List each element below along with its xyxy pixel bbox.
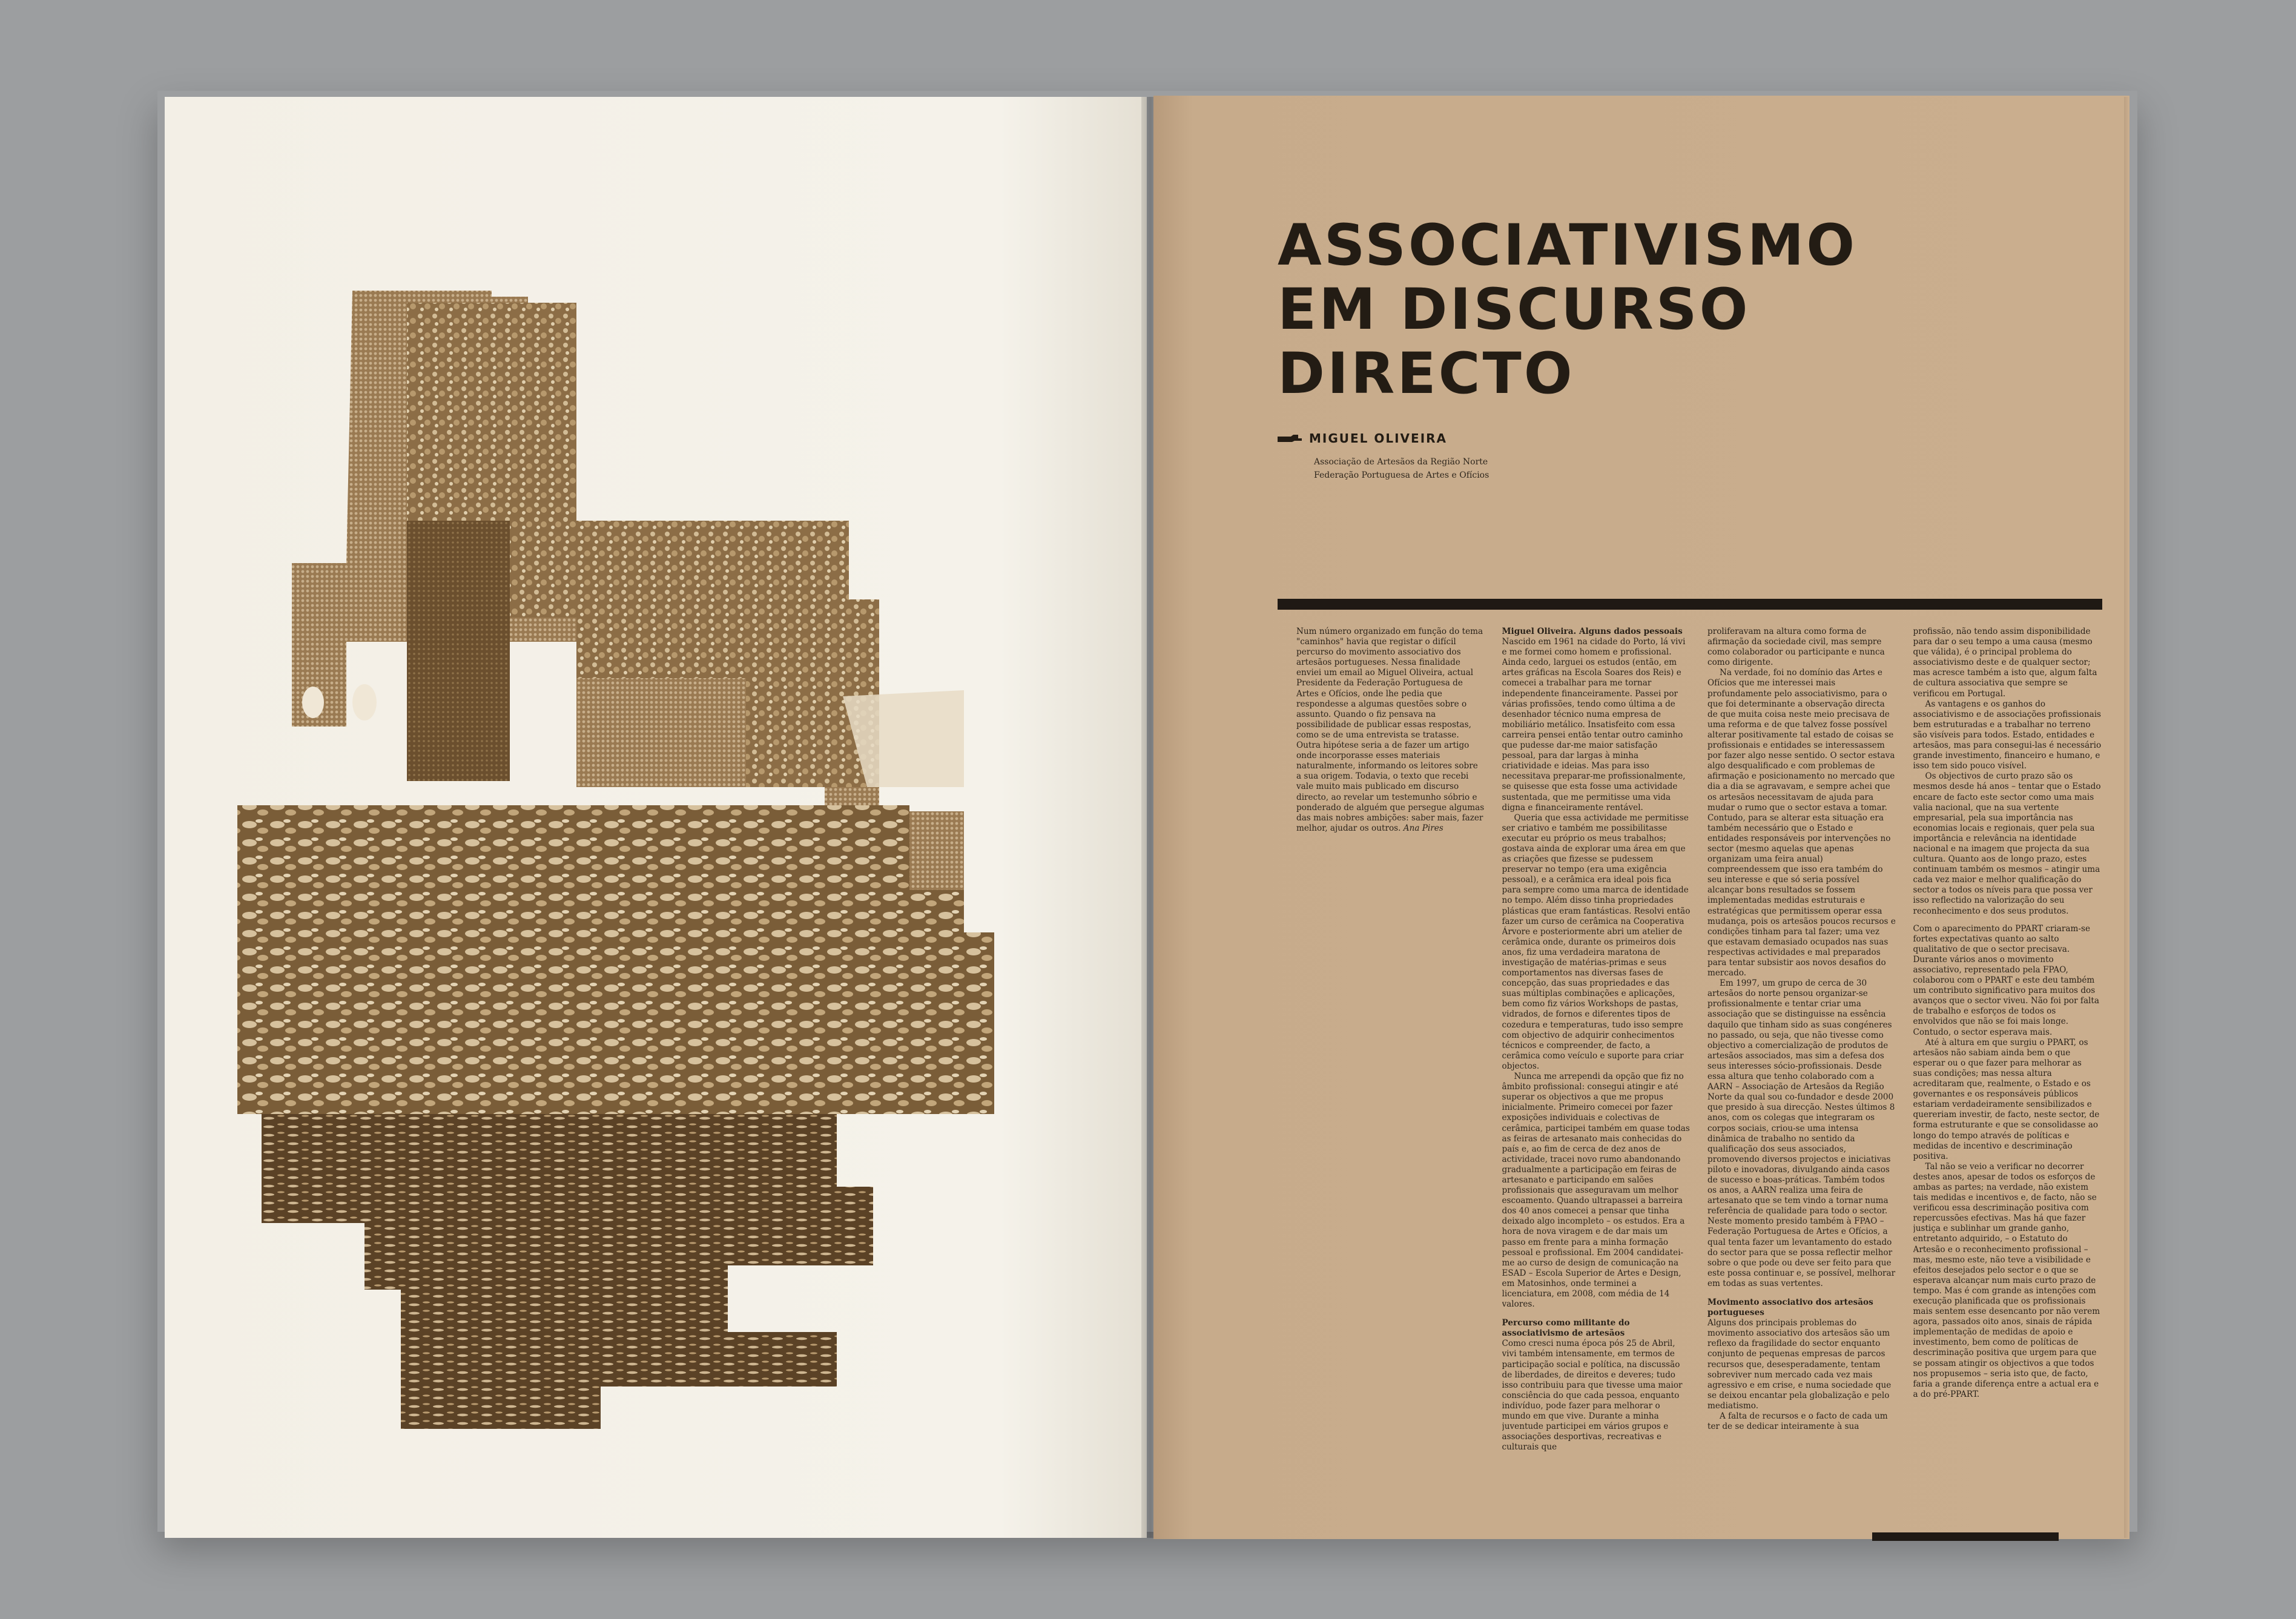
body-paragraph: As vantagens e os ganhos do associativismo e de associações profissionais bem estruturadas e a trabalhar no terreno são visíveis para todos. Estado, entidades e artesãos, mas para consegui-las é necessário grande investimento, financeiro e humano, e isso tem sido pouco visível.	[1913, 699, 2102, 771]
photo-collage	[213, 182, 1109, 1447]
column-1	[1296, 627, 1485, 1529]
section-heading: Movimento associativo dos artesãos portugueses	[1707, 1298, 1873, 1318]
body-paragraph: Com o aparecimento do PPART criaram-se fortes expectativas quanto ao salto qualitativo de que o sector precisava. Durante vários anos o movimento associativo, representado pela FPAO, colaborou com o PPART e este deu também um contributo significativo para muitos dos avanços que o sector viveu. Não foi por falta de trabalho e esforços de todos os envolvidos que não se foi mais longe. Contudo, o sector esperava mais.	[1913, 923, 2099, 1037]
pointing-hand-icon	[1278, 434, 1302, 443]
article-columns	[1296, 627, 2102, 1529]
intro-paragraph: Num número organizado em função do tema "caminhos" havia que registar o difícil percurso do movimento associativo dos artesãos portugueses. Nessa finalidade enviei um email ao Miguel Oliveira, actual Presidente da Federação Portuguesa de Artes e Ofícios, onde lhe pedia que respondesse a algumas questões sobre o assunto. Quando o fiz pensava na possibilidade de publicar essas respostas, como se de uma entrevista se tratasse. Outra hipótese seria a de fazer um artigo onde incorporasse esses materiais naturalmente, informando os leitores sobre a sua origem. Todavia, o texto que recebi vale muito mais publicado em discurso directo, ao revelar um testemunho sóbrio e ponderado de alguém que persegue algumas das mais nobres ambições: saber mais, fazer melhor, ajudar os outros. Ana Pires	[1296, 627, 1485, 833]
page-edge-shadow	[2124, 97, 2129, 1538]
body-paragraph: Os objectivos de curto prazo são os mesmos desde há anos – tentar que o Estado encare de facto este sector como uma mais valia nacional, que na sua vertente empresarial, pela sua importância nas economias locais e regionais, quer pela sua importância e relevância na identidade nacional e na imagem que projecta da sua cultura. Quanto aos de longo prazo, estes continuam também os mesmos – atingir uma cada vez maior e melhor qualificação do sector a todos os níveis para que possa ver isso reflectido na valorização do seu reconhecimento e dos seus produtos.	[1913, 771, 2101, 916]
body-paragraph: Nunca me arrependi da opção que fiz no âmbito profissional: consegui atingir e até superar os objectivos a que me propus inicialmente. Primeiro comecei por fazer exposições individuais e colectivas de cerâmica, participei também em quase todas as feiras de artesanato mais conhecidas do país e, ao fim de cerca de dez anos de actividade, tracei novo rumo abandonando gradualmente a participação em feiras de artesanato e participando em salões profissionais que asseguravam um melhor escoamento. Quando ultrapassei a barreira dos 40 anos comecei a pensar que tinha deixado algo incompleto – os estudos. Era a hora de nova viragem e de dar mais um passo em frente para a minha formação pessoal e profissional. Em 2004 candidatei-me ao curso de design de comunicação na ESAD – Escola Superior de Artes e Design, em Matosinhos, onde terminei a licenciatura, em 2008, com média de 14 valores.	[1502, 1072, 1690, 1310]
author-name: MIGUEL OLIVEIRA	[1309, 431, 1448, 446]
title-line: ASSOCIATIVISMO	[1278, 213, 1858, 279]
body-paragraph: Na verdade, foi no domínio das Artes e Ofícios que me interessei mais profundamente pelo associativismo, para o que foi determinante a observação directa de que muita coisa neste meio precisava de uma reforma e de que talvez fosse possível alterar positivamente tal estado de coisas se profissionais e entidades se interessassem por fazer algo nesse sentido. O sector estava algo desqualificado e com problemas de afirmação e posicionamento no mercado que dia a dia se agravavam, e sempre achei que os artesãos necessitavam de ajuda para mudar o rumo que o sector estava a tomar. Contudo, para se alterar esta situação era também necessário que o Estado e entidades responsáveis por intervenções no sector (mesmo aquelas que apenas organizam uma feira anual) compreendessem que isso era também do seu interesse e que só seria possível alcançar bons resultados se fossem implementadas medidas estruturais e estratégicas que permitissem operar essa mudança, pois os artesãos poucos recursos e condições tinham para tal fazer; uma vez que estavam demasiado ocupados nas suas respectivas actividades e mal preparados para tentar subsistir aos novos desafios do mercado.	[1707, 668, 1896, 978]
body-paragraph: Queria que essa actividade me permitisse ser criativo e também me possibilitasse executar eu próprio os meus trabalhos; gostava ainda de explorar uma área em que as criações que fizesse se pudessem preservar no tempo (era uma exigência pessoal), e a cerâmica era ideal pois fica para sempre como uma marca de identidade no tempo. Além disso tinha propriedades plásticas que eram fantásticas. Resolvi então fazer um curso de cerâmica na Cooperativa Árvore e posteriormente abri um atelier de cerâmica onde, durante os primeiros dois anos, fiz uma verdadeira maratona de investigação de matérias-primas e seus comportamentos nas diversas fases de concepção, das suas propriedades e das suas múltiplas combinações e aplicações, bem como fiz vários Workshops de pastas, vidrados, de fornos e diferentes tipos de cozedura e temperaturas, tudo isso sempre com objectivo de adquirir conhecimentos técnicos e compreender, de facto, a cerâmica como veículo e suporte para criar objectos.	[1502, 813, 1691, 1071]
affiliation-line: Associação de Artesãos da Região Norte	[1314, 457, 1488, 467]
top-rule	[1278, 599, 2102, 610]
author-byline	[1278, 431, 1447, 446]
body-paragraph: Tal não se veio a verificar no decorrer destes anos, apesar de todos os esforços de ambas as partes; na verdade, não existem tais medidas e incentivos e, de facto, não se verificou essa descriminação positiva com repercussões efectivas. Mas há que fazer justiça e sublinhar um grande ganho, entretanto adquirido, – o Estatuto do Artesão e o reconhecimento profissional – mas, mesmo este, não teve a visibilidade e efeitos desejados pelo sector e o que se esperava alcançar num mais curto prazo de tempo. Mas é com grande as intenções com execução planificada que os profissionais mais sentem esse desencanto por não verem agora, passados oito anos, sinais de rápida implementação de medidas de apoio e investimento, bem como de políticas de descriminação positiva que urgem para que se possam atingir os objectivos a que todos nos propusemos – seria isto que, de facto, faria a grande diferença entre a actual era e a do pré-PPART.	[1913, 1161, 2100, 1399]
body-paragraph: Como cresci numa época pós 25 de Abril, vivi também intensamente, em termos de participação social e política, na discussão de liberdades, de direitos e deveres; tudo isso contribuiu para que tivesse uma maior consciência do que cada pessoa, enquanto indivíduo, pode fazer para melhorar o mundo em que vive. Durante a minha juventude participei em vários grupos e associações desportivas, recreativas e culturais que	[1502, 1339, 1683, 1452]
body-paragraph: Nascido em 1961 na cidade do Porto, lá vivi e me formei como homem e profissional. Ainda cedo, larguei os estudos (então, em artes gráficas na Escola Soares dos Reis) e comecei a trabalhar para me tornar independente financeiramente. Passei por várias profissões, tendo como última a de desenhador técnico numa empresa de mobiliário metálico. Insatisfeito com essa carreira pensei então tentar outro caminho que pudesse dar-me maior satisfação pessoal, para dar largas à minha criatividade e ideias. Mas para isso necessitava preparar-me profissionalmente, se quisesse que esta fosse uma actividade sustentada, que me permitisse uma vida digna e financeiramente rentável.	[1502, 637, 1686, 813]
affiliation-line: Federação Portuguesa de Artes e Ofícios	[1314, 470, 1489, 480]
body-paragraph: profissão, não tendo assim disponibilidade para dar o seu tempo a uma causa (mesmo que válida), é o principal problema do associativismo deste e de qualquer sector; mas acresce também a isto que, algum falta de cultura associativa que sempre se verificou em Portugal.	[1913, 627, 2097, 699]
title-line: EM DISCURSO	[1278, 277, 1750, 343]
end-rule	[1872, 1532, 2059, 1541]
author-affiliation	[1314, 455, 1617, 482]
left-page	[165, 97, 1147, 1538]
column-3	[1707, 627, 1896, 1529]
title-line: DIRECTO	[1278, 341, 1575, 407]
body-paragraph: Alguns dos principais problemas do movimento associativo dos artesãos são um reflexo da fragilidade do sector enquanto conjunto de pequenas empresas de parcos recursos que, desesperadamente, tentam sobreviver num mercado cada vez mais agressivo e em crise, e numa sociedade que se deixou encantar pela globalização e pelo mediatismo.	[1707, 1318, 1892, 1411]
body-paragraph: Até à altura em que surgiu o PPART, os artesãos não sabiam ainda bem o que esperar ou o que fazer para melhorar as suas condições; mas nessa altura acreditaram que, realmente, o Estado e os governantes e os responsáveis públicos estariam verdadeiramente sensibilizados e quereriam investir, de facto, neste sector, de forma estruturante e que se consolidasse ao longo do tempo através de políticas e medidas de incentivo e descriminação positiva.	[1913, 1037, 2100, 1161]
intro-signature: Ana Pires	[1403, 823, 1443, 833]
body-paragraph: Em 1997, um grupo de cerca de 30 artesãos do norte pensou organizar-se profissionalmente e tentar criar uma associação que se distinguisse na essência daquilo que tinham sido as suas congéneres no passado, ou seja, que não tivesse como objectivo a comercialização de produtos de artesãos associados, mas sim a defesa dos seus interesses sócio-profissionais. Desde essa altura que tenho colaborado com a AARN – Associação de Artesãos da Região Norte da qual sou co-fundador e desde 2000 que presido à sua direcção. Nestes últimos 8 anos, com os colegas que integraram os corpos sociais, criou-se uma intensa dinâmica de trabalho no sentido da qualificação dos seus associados, promovendo diversos projectos e iniciativas piloto e inovadoras, divulgando ainda casos de sucesso e boas-práticas. Também todos os anos, a AARN realiza uma feira de artesanato que se tem vindo a tornar numa referência de qualidade para todo o sector. Neste momento presido também à FPAO – Federação Portuguesa de Artes e Ofícios, a qual tenta fazer um levantamento do estado do sector para que se possa reflectir melhor sobre o que pode ou deve ser feito para que este possa continuar e, se possível, melhorar em todas as suas vertentes.	[1707, 978, 1896, 1288]
section-heading: Percurso como militante do associativismo de artesãos	[1502, 1318, 1630, 1339]
column-2	[1502, 627, 1691, 1529]
body-paragraph: proliferavam na altura como forma de afirmação da sociedade civil, mas sempre como colaborador ou participante e nunca como dirigente.	[1707, 627, 1885, 668]
right-page	[1153, 96, 2129, 1539]
section-heading: Miguel Oliveira. Alguns dados pessoais	[1502, 627, 1683, 636]
column-4	[1913, 627, 2102, 1529]
body-paragraph: A falta de recursos e o facto de cada um ter de se dedicar inteiramente à sua	[1707, 1411, 1888, 1432]
article-title	[1278, 213, 1858, 407]
